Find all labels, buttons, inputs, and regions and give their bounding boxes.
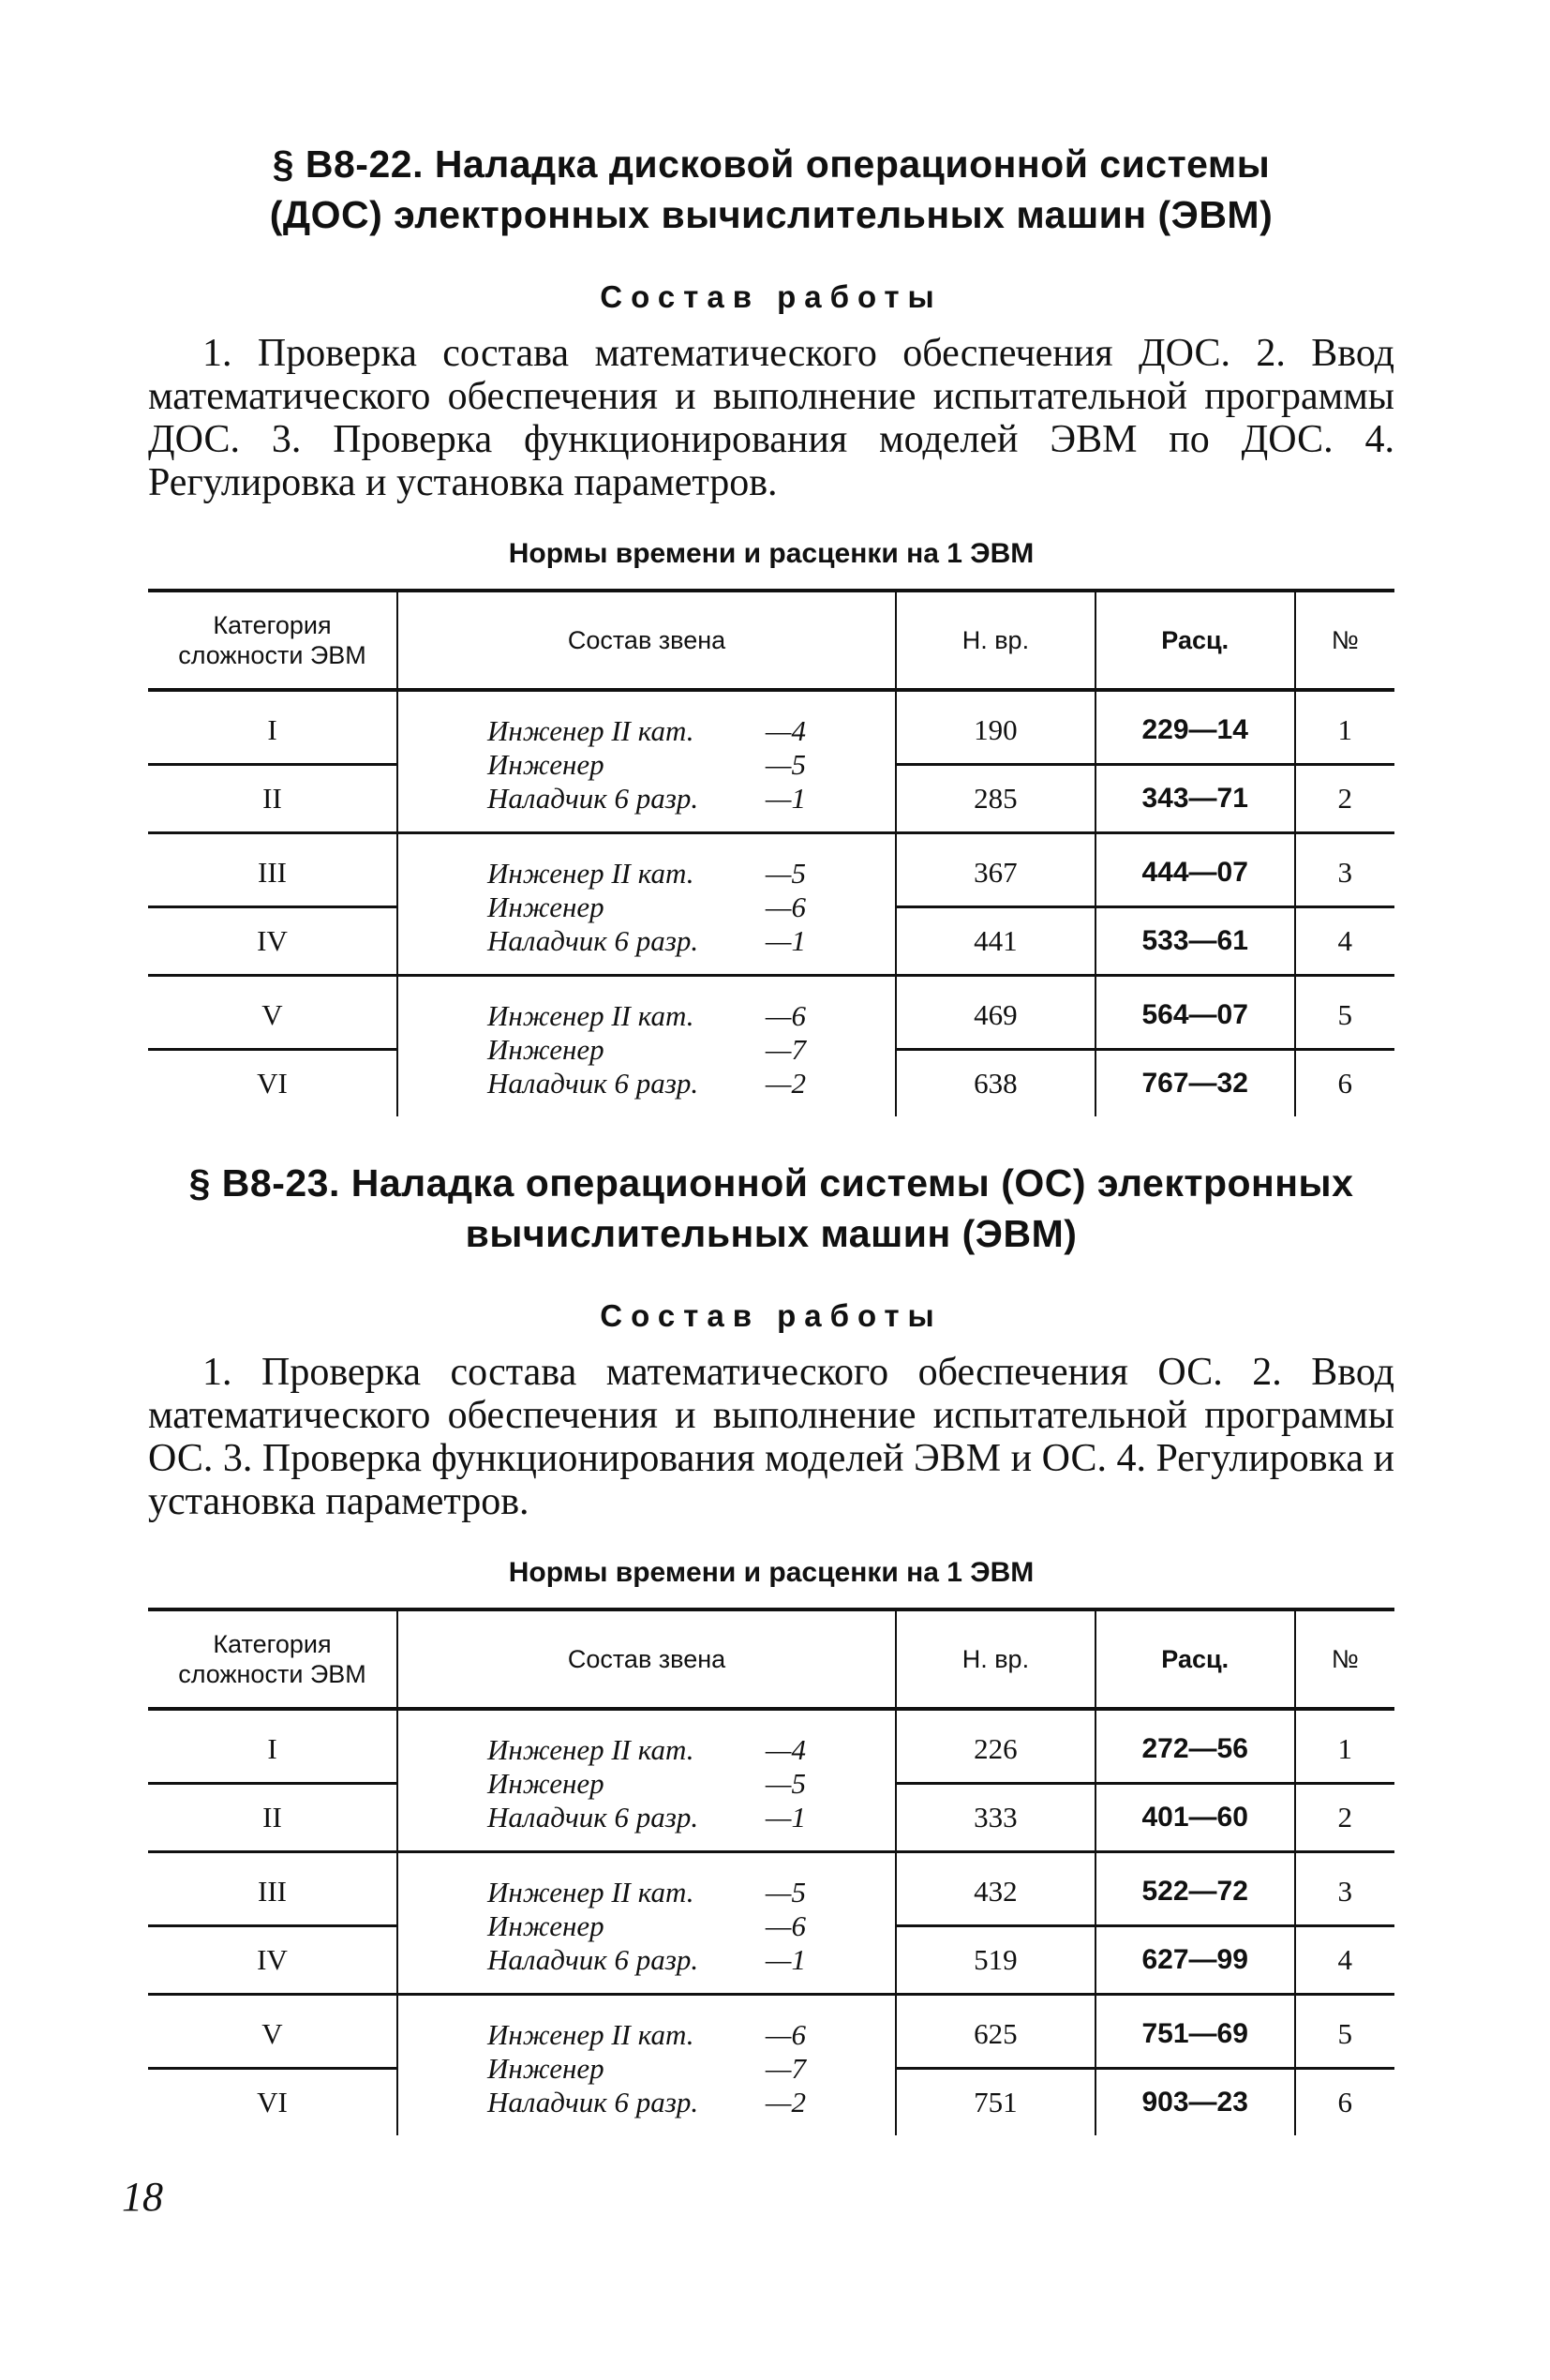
cell-rate: 903—23 bbox=[1095, 2069, 1295, 2136]
work-heading: Состав работы bbox=[600, 1298, 943, 1333]
crew-role: Инженер bbox=[487, 747, 604, 781]
crew-role: Инженер bbox=[487, 1766, 604, 1800]
work-description: 1. Проверка состава математического обеспечения ДОС. 2. Ввод математического обеспечения и выполнение испытательной программы ДОС. 3. Проверка функционирования моделей ЭВМ по ДОС. 4. Регулировка и установка параметров. bbox=[148, 332, 1394, 504]
cell-category: I bbox=[148, 690, 397, 765]
cell-category: VI bbox=[257, 1067, 288, 1100]
crew-member bbox=[487, 924, 806, 958]
crew-count: —4 bbox=[765, 713, 806, 747]
cell-rate: 751—69 bbox=[1095, 1995, 1295, 2069]
crew-member bbox=[487, 2052, 806, 2086]
crew-member bbox=[487, 1943, 806, 1977]
cell-category: V bbox=[148, 976, 397, 1050]
crew-count: —2 bbox=[765, 1066, 806, 1100]
cell-category: III bbox=[148, 833, 397, 907]
crew-role: Инженер II кат. bbox=[487, 998, 694, 1032]
crew-member bbox=[487, 1876, 806, 1909]
cell-category: IV bbox=[148, 907, 397, 976]
crew-count: —1 bbox=[765, 781, 806, 815]
header-time: Н. вр. bbox=[896, 1609, 1095, 1709]
cell-time: 519 bbox=[896, 1926, 1095, 1995]
cell-category: III bbox=[148, 1852, 397, 1926]
crew-count: —2 bbox=[765, 2085, 806, 2118]
cell-rate: 564—07 bbox=[1095, 976, 1295, 1050]
crew-member bbox=[487, 748, 806, 782]
header-category-line: сложности ЭВМ bbox=[178, 641, 366, 669]
cell-number: 6 bbox=[1295, 1050, 1394, 1117]
crew-role: Наладчик 6 разр. bbox=[487, 781, 699, 815]
cell-time: 226 bbox=[896, 1709, 1095, 1784]
section-title-line: вычислительных машин (ЭВМ) bbox=[465, 1212, 1078, 1255]
cell-crew bbox=[397, 1709, 896, 1852]
cell-category: VI bbox=[257, 2086, 288, 2118]
crew-role: Инженер bbox=[487, 890, 604, 923]
cell-time: 625 bbox=[896, 1995, 1095, 2069]
crew-count: —5 bbox=[765, 747, 806, 781]
cell-rate: 444—07 bbox=[1095, 833, 1295, 907]
crew-count: —6 bbox=[765, 1908, 806, 1942]
crew-role: Инженер II кат. bbox=[487, 1732, 694, 1766]
header-crew: Состав звена bbox=[397, 591, 896, 690]
section-title bbox=[148, 139, 1394, 240]
section-title-line: § В8-23. Наладка операционной системы (ОС) электронных bbox=[188, 1161, 1354, 1205]
cell-crew bbox=[397, 690, 896, 833]
table-row bbox=[148, 1852, 1394, 1926]
crew-role: Инженер II кат. bbox=[487, 713, 694, 747]
header-category-line: сложности ЭВМ bbox=[178, 1660, 366, 1688]
section-title-line: § В8-22. Наладка дисковой операционной системы bbox=[272, 142, 1271, 186]
table-title: Нормы времени и расценки на 1 ЭВМ bbox=[508, 538, 1035, 569]
cell-time: 751 bbox=[896, 2069, 1095, 2136]
crew-count: —5 bbox=[765, 1875, 806, 1908]
cell-time: 285 bbox=[896, 765, 1095, 833]
header-category bbox=[148, 1609, 397, 1709]
cell-rate: 401—60 bbox=[1095, 1784, 1295, 1852]
crew-role: Наладчик 6 разр. bbox=[487, 2085, 699, 2118]
cell-rate: 522—72 bbox=[1095, 1852, 1295, 1926]
cell-rate: 272—56 bbox=[1095, 1709, 1295, 1784]
crew-member bbox=[487, 1801, 806, 1834]
header-rate: Расц. bbox=[1095, 1609, 1295, 1709]
cell-rate: 767—32 bbox=[1095, 1050, 1295, 1117]
norms-table bbox=[148, 589, 1394, 1116]
cell-rate: 343—71 bbox=[1095, 765, 1295, 833]
table-row bbox=[148, 690, 1394, 765]
crew-count: —4 bbox=[765, 1732, 806, 1766]
crew-count: —5 bbox=[765, 1766, 806, 1800]
crew-role: Наладчик 6 разр. bbox=[487, 1800, 699, 1834]
cell-time: 638 bbox=[896, 1050, 1095, 1117]
cell-number: 2 bbox=[1295, 1784, 1394, 1852]
cell-category: I bbox=[148, 1709, 397, 1784]
work-description: 1. Проверка состава математического обеспечения ОС. 2. Ввод математического обеспечения и выполнение испытательной программы ОС. 3. Проверка функционирования моделей ЭВМ и ОС. 4. Регулировка и установка параметров. bbox=[148, 1351, 1394, 1523]
section-title-line: (ДОС) электронных вычислительных машин (ЭВМ) bbox=[269, 193, 1274, 236]
header-number: № bbox=[1295, 1609, 1394, 1709]
crew-role: Наладчик 6 разр. bbox=[487, 1942, 699, 1976]
crew-member bbox=[487, 891, 806, 924]
crew-member bbox=[487, 1733, 806, 1767]
cell-number: 3 bbox=[1295, 1852, 1394, 1926]
crew-member bbox=[487, 714, 806, 748]
crew-role: Наладчик 6 разр. bbox=[487, 923, 699, 957]
cell-number: 4 bbox=[1295, 907, 1394, 976]
section-b8-22 bbox=[148, 139, 1394, 1116]
cell-time: 190 bbox=[896, 690, 1095, 765]
header-category-line: Категория bbox=[213, 611, 332, 639]
cell-crew bbox=[397, 833, 896, 976]
header-category-line: Категория bbox=[213, 1630, 332, 1658]
crew-member bbox=[487, 1909, 806, 1943]
cell-number: 5 bbox=[1295, 1995, 1394, 2069]
section-b8-23 bbox=[148, 1158, 1394, 2135]
crew-count: —6 bbox=[765, 998, 806, 1032]
work-heading: Состав работы bbox=[600, 279, 943, 314]
crew-role: Инженер bbox=[487, 1908, 604, 1942]
crew-member bbox=[487, 1767, 806, 1801]
cell-category: V bbox=[148, 1995, 397, 2069]
cell-number: 5 bbox=[1295, 976, 1394, 1050]
header-crew: Состав звена bbox=[397, 1609, 896, 1709]
crew-count: —6 bbox=[765, 890, 806, 923]
crew-role: Наладчик 6 разр. bbox=[487, 1066, 699, 1100]
header-category bbox=[148, 591, 397, 690]
table-row bbox=[148, 976, 1394, 1050]
crew-count: —6 bbox=[765, 2017, 806, 2051]
crew-member bbox=[487, 2086, 806, 2119]
cell-rate: 229—14 bbox=[1095, 690, 1295, 765]
crew-member bbox=[487, 1033, 806, 1067]
header-number: № bbox=[1295, 591, 1394, 690]
table-row bbox=[148, 1995, 1394, 2069]
section-title bbox=[148, 1158, 1394, 1259]
table-row bbox=[148, 1709, 1394, 1784]
cell-crew bbox=[397, 976, 896, 1117]
cell-rate: 627—99 bbox=[1095, 1926, 1295, 1995]
crew-count: —1 bbox=[765, 1942, 806, 1976]
header-time: Н. вр. bbox=[896, 591, 1095, 690]
cell-time: 441 bbox=[896, 907, 1095, 976]
crew-role: Инженер bbox=[487, 2051, 604, 2085]
crew-count: —7 bbox=[765, 2051, 806, 2085]
cell-category: IV bbox=[148, 1926, 397, 1995]
header-rate: Расц. bbox=[1095, 591, 1295, 690]
crew-member bbox=[487, 857, 806, 891]
table-row bbox=[148, 833, 1394, 907]
cell-number: 6 bbox=[1295, 2069, 1394, 2136]
cell-time: 367 bbox=[896, 833, 1095, 907]
crew-member bbox=[487, 2018, 806, 2052]
table-title: Нормы времени и расценки на 1 ЭВМ bbox=[508, 1557, 1035, 1588]
crew-member bbox=[487, 782, 806, 816]
crew-member bbox=[487, 999, 806, 1033]
cell-category: II bbox=[148, 765, 397, 833]
cell-time: 333 bbox=[896, 1784, 1095, 1852]
crew-count: —5 bbox=[765, 856, 806, 890]
cell-number: 1 bbox=[1295, 1709, 1394, 1784]
page-number: 18 bbox=[122, 2174, 163, 2220]
cell-crew bbox=[397, 1852, 896, 1995]
cell-number: 3 bbox=[1295, 833, 1394, 907]
cell-number: 4 bbox=[1295, 1926, 1394, 1995]
cell-crew bbox=[397, 1995, 896, 2136]
norms-table bbox=[148, 1608, 1394, 2135]
table-header-row bbox=[148, 1609, 1394, 1709]
cell-time: 469 bbox=[896, 976, 1095, 1050]
crew-count: —7 bbox=[765, 1032, 806, 1066]
crew-role: Инженер II кат. bbox=[487, 1875, 694, 1908]
cell-number: 2 bbox=[1295, 765, 1394, 833]
cell-rate: 533—61 bbox=[1095, 907, 1295, 976]
crew-role: Инженер bbox=[487, 1032, 604, 1066]
crew-member bbox=[487, 1067, 806, 1100]
cell-time: 432 bbox=[896, 1852, 1095, 1926]
crew-role: Инженер II кат. bbox=[487, 2017, 694, 2051]
crew-role: Инженер II кат. bbox=[487, 856, 694, 890]
table-header-row bbox=[148, 591, 1394, 690]
cell-category: II bbox=[148, 1784, 397, 1852]
crew-count: —1 bbox=[765, 1800, 806, 1834]
crew-count: —1 bbox=[765, 923, 806, 957]
cell-number: 1 bbox=[1295, 690, 1394, 765]
